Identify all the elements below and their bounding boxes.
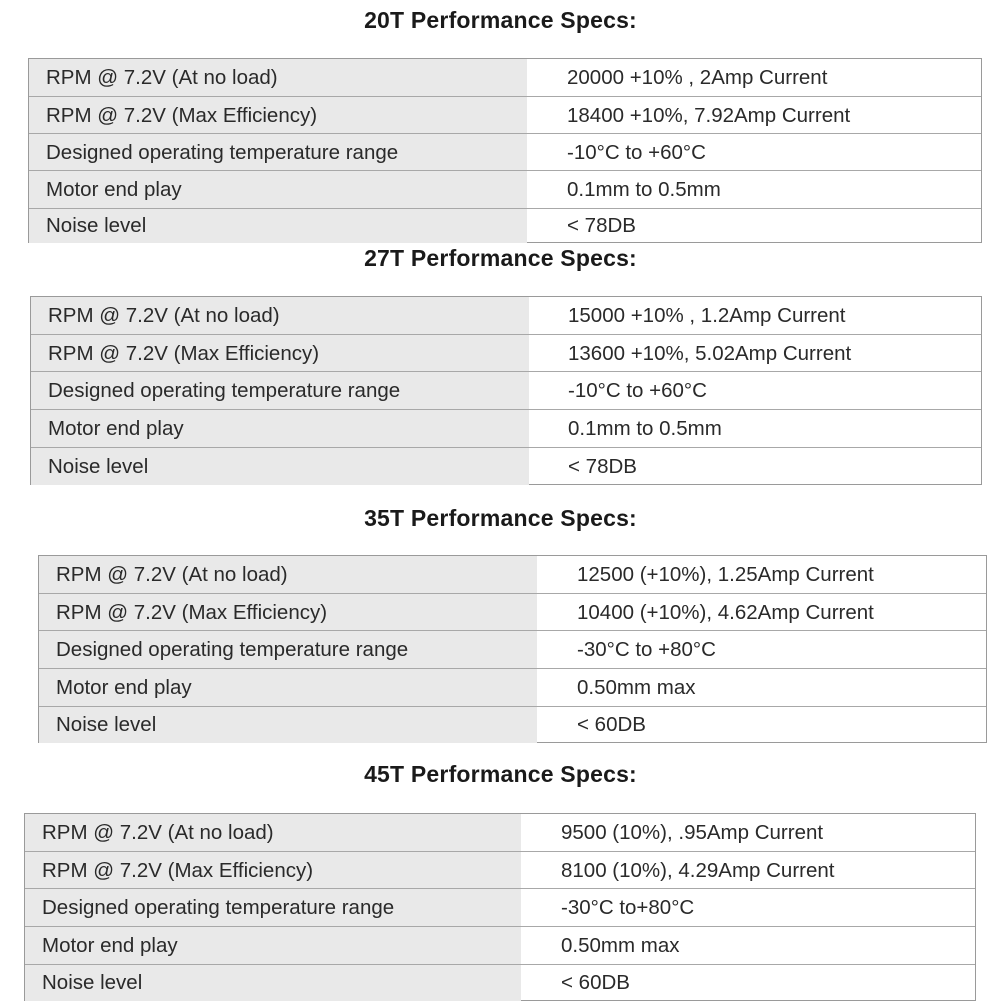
spec-value: 13600 +10%, 5.02Amp Current	[568, 341, 852, 365]
spec-value: 8100 (10%), 4.29Amp Current	[561, 858, 835, 882]
table-row	[25, 926, 975, 965]
table-row	[29, 96, 981, 134]
spec-label: RPM @ 7.2V (At no load)	[31, 297, 529, 334]
spec-label: Designed operating temperature range	[31, 372, 529, 410]
spec-value: < 60DB	[577, 713, 646, 736]
table-row	[29, 133, 981, 171]
spec-value: 18400 +10%, 7.92Amp Current	[567, 103, 851, 127]
spec-value: -30°C to +80°C	[577, 638, 716, 661]
spec-value: 9500 (10%), .95Amp Current	[561, 820, 824, 844]
spec-table	[28, 58, 982, 243]
section-title: 27T Performance Specs:	[364, 245, 637, 271]
spec-label: RPM @ 7.2V (At no load)	[25, 814, 521, 851]
table-row	[25, 814, 975, 851]
spec-value: 0.1mm to 0.5mm	[568, 417, 722, 440]
spec-table	[24, 813, 976, 1001]
section-title: 35T Performance Specs:	[364, 505, 637, 531]
table-row	[25, 964, 975, 1001]
table-row	[39, 706, 986, 743]
table-row	[29, 208, 981, 243]
spec-value: -10°C to +60°C	[567, 140, 706, 164]
table-row	[25, 888, 975, 927]
table-row	[31, 334, 981, 372]
section-title: 20T Performance Specs:	[364, 7, 637, 33]
spec-value: -30°C to+80°C	[561, 896, 695, 919]
table-row	[31, 371, 981, 410]
spec-value: < 78DB	[568, 454, 637, 478]
spec-label: Designed operating temperature range	[29, 134, 527, 171]
spec-label: RPM @ 7.2V (Max Efficiency)	[39, 594, 537, 631]
table-row	[31, 297, 981, 334]
table-row	[39, 630, 986, 669]
spec-value: 20000 +10% , 2Amp Current	[567, 65, 828, 89]
spec-value: -10°C to +60°C	[568, 379, 707, 402]
table-row	[29, 59, 981, 96]
table-row	[39, 593, 986, 631]
spec-label: RPM @ 7.2V (Max Efficiency)	[29, 97, 527, 134]
table-row	[31, 409, 981, 448]
spec-label: Motor end play	[39, 669, 537, 707]
spec-label: Noise level	[25, 965, 521, 1001]
table-row	[29, 170, 981, 209]
spec-label: Motor end play	[25, 927, 521, 965]
spec-value: < 78DB	[567, 214, 636, 237]
table-row	[39, 668, 986, 707]
spec-label: Designed operating temperature range	[25, 889, 521, 927]
spec-value: 10400 (+10%), 4.62Amp Current	[577, 600, 874, 624]
spec-table	[30, 296, 982, 485]
spec-label: RPM @ 7.2V (Max Efficiency)	[25, 852, 521, 889]
spec-label: Designed operating temperature range	[39, 631, 537, 669]
spec-value: 0.50mm max	[561, 934, 680, 957]
spec-label: RPM @ 7.2V (Max Efficiency)	[31, 335, 529, 372]
spec-label: Motor end play	[31, 410, 529, 448]
spec-value: 15000 +10% , 1.2Amp Current	[568, 303, 846, 327]
table-row	[39, 556, 986, 593]
spec-label: RPM @ 7.2V (At no load)	[29, 59, 527, 96]
table-row	[25, 851, 975, 889]
spec-value: 0.50mm max	[577, 676, 696, 699]
spec-value: 0.1mm to 0.5mm	[567, 178, 721, 201]
spec-label: RPM @ 7.2V (At no load)	[39, 556, 537, 593]
section-title: 45T Performance Specs:	[364, 761, 637, 787]
spec-value: < 60DB	[561, 971, 630, 994]
spec-table	[38, 555, 987, 743]
spec-label: Noise level	[31, 448, 529, 485]
spec-label: Noise level	[39, 707, 537, 743]
spec-label: Motor end play	[29, 171, 527, 209]
table-row	[31, 447, 981, 485]
spec-label: Noise level	[29, 209, 527, 243]
spec-value: 12500 (+10%), 1.25Amp Current	[577, 562, 874, 586]
